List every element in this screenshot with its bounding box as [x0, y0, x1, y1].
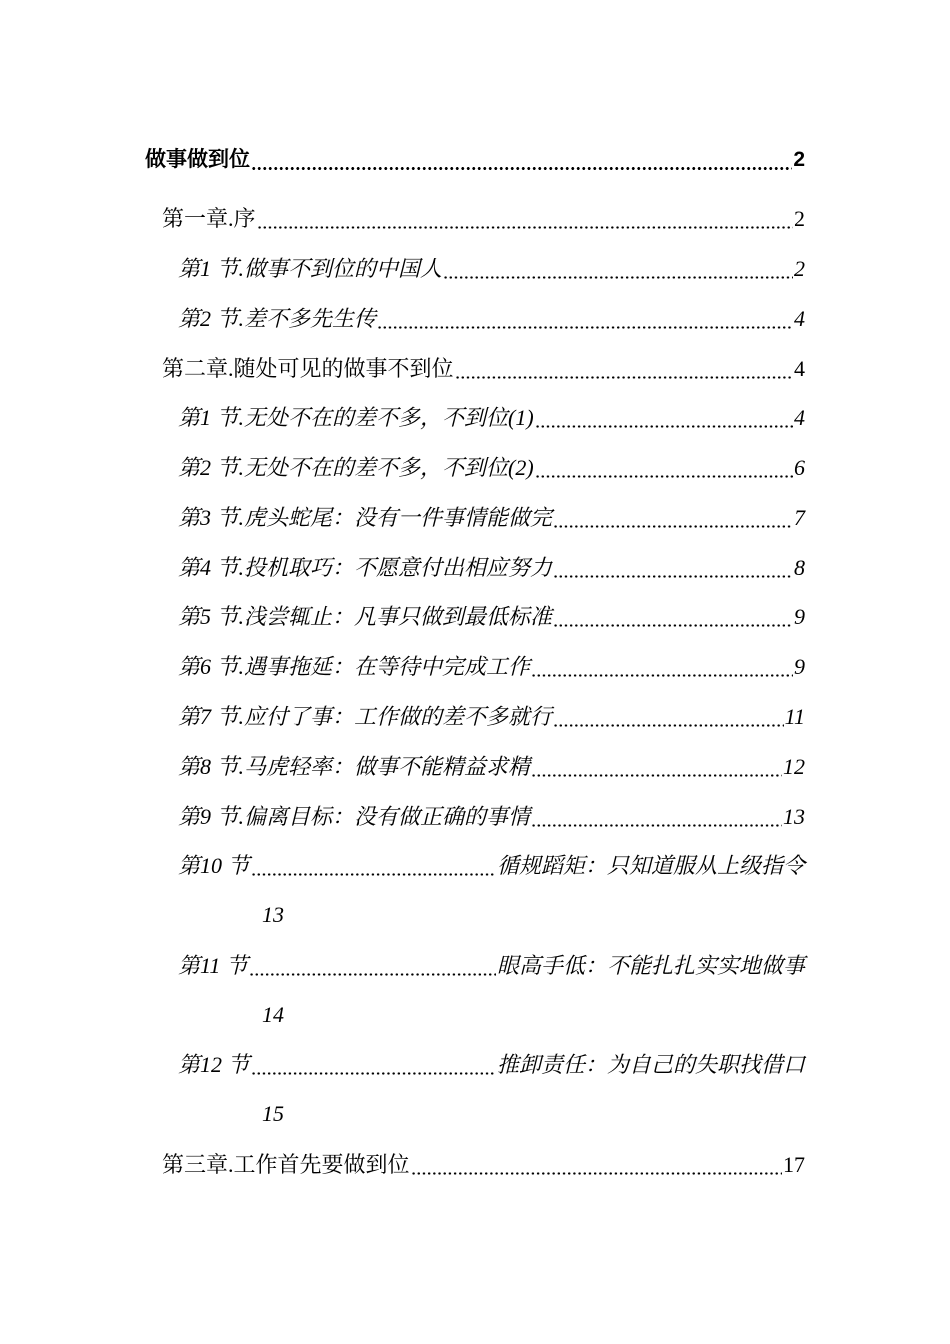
toc-entry-text: 第6 节.遇事拖延：在等待中完成工作: [178, 654, 531, 679]
toc-entry-text: 第9 节.偏离目标：没有做正确的事情: [178, 804, 531, 829]
dot-leader: [553, 602, 793, 632]
toc-entry-ch2-section-4[interactable]: [178, 553, 805, 583]
dot-leader: [535, 403, 793, 433]
toc-entry-ch2-section-9[interactable]: [178, 802, 805, 832]
toc-entry-chapter-2[interactable]: [162, 354, 805, 384]
toc-page-number: 6: [794, 455, 805, 480]
toc-page-number: 13: [262, 902, 284, 927]
toc-page-number: 9: [794, 604, 805, 629]
toc-page-number: 2: [794, 206, 805, 231]
toc-entry-text: 第4 节.投机取巧：不愿意付出相应努力: [178, 555, 553, 580]
toc-entry-ch2-section-5[interactable]: [178, 602, 805, 632]
dot-leader: [411, 1150, 782, 1180]
toc-entry-ch2-section-6[interactable]: [178, 652, 805, 682]
toc-entry-ch2-section-3[interactable]: [178, 503, 805, 533]
toc-page-number: 14: [262, 1002, 284, 1027]
toc-entry-title[interactable]: [145, 145, 805, 175]
toc-entry-label: 第12 节: [178, 1052, 250, 1077]
toc-entry-text: 做事做到位: [145, 148, 250, 171]
toc-entry-ch2-section-12[interactable]: [178, 1050, 805, 1080]
toc-entry-text: 第1 节.无处不在的差不多，不到位(1): [178, 405, 534, 430]
toc-entry-text: 眼高手低：不能扎扎实实地做事: [496, 953, 805, 978]
toc-entry-ch2-section-1[interactable]: [178, 403, 805, 433]
toc-entry-text: 循规蹈矩：只知道服从上级指令: [496, 853, 805, 878]
toc-page-number: 4: [794, 306, 805, 331]
toc-page-number: 4: [794, 356, 805, 381]
toc-entry-text: 推卸责任：为自己的失职找借口: [496, 1052, 805, 1077]
toc-entry-ch2-section-10[interactable]: [178, 851, 805, 881]
toc-entry-text: 第三章.工作首先要做到位: [162, 1152, 410, 1177]
toc-entry-text: 第二章.随处可见的做事不到位: [162, 356, 454, 381]
toc-entry-chapter-3[interactable]: [162, 1150, 805, 1180]
toc-entry-text: 第3 节.虎头蛇尾：没有一件事情能做完: [178, 505, 553, 530]
toc-page-number: 11: [784, 704, 805, 729]
dot-leader: [249, 951, 496, 981]
dot-leader: [377, 304, 793, 334]
dot-leader: [251, 145, 792, 175]
toc-entry-ch1-section-2[interactable]: [178, 304, 805, 334]
toc-page-number: 13: [783, 804, 805, 829]
toc-page-number: 8: [794, 555, 805, 580]
toc-entry-text: 第5 节.浅尝辄止：凡事只做到最低标准: [178, 604, 553, 629]
dot-leader: [251, 851, 496, 881]
dot-leader: [531, 752, 782, 782]
dot-leader: [531, 652, 793, 682]
toc-page-number: 9: [794, 654, 805, 679]
toc-page-number: 4: [794, 405, 805, 430]
toc-entry-ch2-section-7[interactable]: [178, 702, 805, 732]
toc-entry-ch1-section-1[interactable]: [178, 254, 805, 284]
toc-entry-ch2-section-2[interactable]: [178, 453, 805, 483]
dot-leader: [251, 1050, 496, 1080]
toc-page-number: 17: [783, 1152, 805, 1177]
toc-page-number: 2: [794, 256, 805, 281]
toc-entry-text: 第8 节.马虎轻率：做事不能精益求精: [178, 754, 531, 779]
toc-entry-text: 第2 节.无处不在的差不多，不到位(2): [178, 455, 534, 480]
dot-leader: [553, 702, 784, 732]
dot-leader: [535, 453, 793, 483]
toc-entry-text: 第1 节.做事不到位的中国人: [178, 256, 443, 281]
toc-entry-text: 第7 节.应付了事：工作做的差不多就行: [178, 704, 553, 729]
toc-entry-text: 第2 节.差不多先生传: [178, 306, 377, 331]
dot-leader: [455, 354, 793, 384]
dot-leader: [443, 254, 793, 284]
toc-entry-text: 第一章.序: [162, 206, 256, 231]
toc-page-number: 15: [262, 1101, 284, 1126]
toc-entry-label: 第11 节: [178, 953, 248, 978]
toc-page-number: 2: [793, 148, 805, 171]
toc-entry-ch2-section-11[interactable]: [178, 951, 805, 981]
dot-leader: [531, 802, 782, 832]
toc-page-number: 7: [794, 505, 805, 530]
dot-leader: [553, 503, 793, 533]
toc-entry-label: 第10 节: [178, 853, 250, 878]
toc-entry-ch2-section-8[interactable]: [178, 752, 805, 782]
dot-leader: [257, 204, 793, 234]
toc-page-number: 12: [783, 754, 805, 779]
toc-entry-chapter-1[interactable]: [162, 204, 805, 234]
dot-leader: [553, 553, 793, 583]
